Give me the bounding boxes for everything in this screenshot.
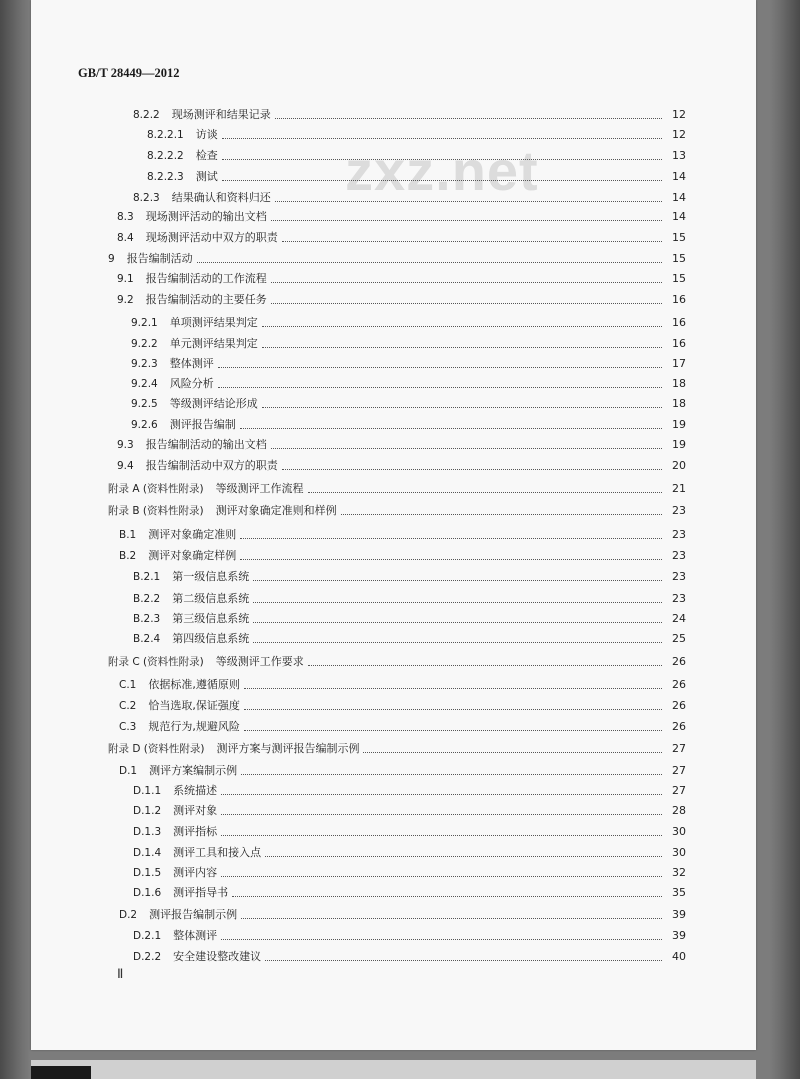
toc-leader-dots	[222, 170, 662, 181]
toc-entry-title: 第一级信息系统	[172, 570, 250, 583]
toc-entry-number: 9.2.6	[131, 419, 158, 431]
toc-entry[interactable]	[117, 455, 686, 473]
toc-entry[interactable]	[108, 478, 686, 496]
toc-entry[interactable]	[119, 545, 686, 563]
toc-entry-number: C.3	[119, 721, 137, 733]
toc-entry-page: 40	[672, 950, 686, 963]
toc-entry[interactable]	[131, 312, 686, 330]
toc-leader-dots	[222, 128, 662, 139]
toc-entry-page: 17	[672, 357, 686, 370]
toc-entry-page: 32	[672, 866, 686, 879]
toc-entry-title: 报告编制活动的主要任务	[145, 293, 267, 306]
toc-entry-title: 第四级信息系统	[172, 632, 250, 645]
toc-entry-page: 28	[672, 804, 686, 817]
toc-entry-number: 9.2.1	[131, 317, 158, 329]
toc-entry-page: 20	[672, 459, 686, 472]
toc-entry-number: 8.2.2	[133, 109, 160, 121]
toc-leader-dots	[271, 210, 662, 221]
toc-entry-title: 等级测评结论形成	[169, 397, 258, 410]
toc-entry-number: B.2.2	[133, 593, 161, 605]
toc-entry-number: D.1.2	[133, 805, 162, 817]
toc-entry-number: C.2	[119, 700, 137, 712]
toc-entry[interactable]	[117, 289, 686, 307]
toc-entry-title: 测评工具和接入点	[173, 846, 262, 859]
toc-entry-title: 测评对象确定准则	[148, 528, 237, 541]
toc-entry-page: 30	[672, 825, 686, 838]
toc-entry-page: 18	[672, 397, 686, 410]
toc-entry[interactable]	[117, 227, 686, 245]
toc-leader-dots	[240, 528, 662, 539]
toc-entry-number: D.2.1	[133, 930, 162, 942]
toc-leader-dots	[221, 929, 662, 940]
toc-entry-title: 单元测评结果判定	[169, 337, 258, 350]
toc-entry[interactable]	[133, 842, 686, 860]
toc-leader-dots	[308, 655, 662, 666]
toc-entry-number: 附录 C (资料性附录)	[108, 656, 204, 668]
toc-leader-dots	[221, 866, 662, 877]
toc-leader-dots	[363, 742, 662, 753]
toc-entry-number: B.2.3	[133, 613, 161, 625]
toc-leader-dots	[253, 592, 662, 603]
toc-entry[interactable]	[133, 925, 686, 943]
toc-leader-dots	[244, 720, 662, 731]
toc-entry-page: 23	[672, 592, 686, 605]
toc-entry[interactable]	[133, 800, 686, 818]
toc-leader-dots	[271, 438, 662, 449]
toc-entry[interactable]	[131, 373, 686, 391]
toc-entry-title: 结果确认和资料归还	[171, 191, 271, 204]
toc-entry-title: 第三级信息系统	[172, 612, 250, 625]
toc-entry-number: 8.2.2.1	[147, 129, 184, 141]
toc-entry-number: 8.2.2.3	[147, 171, 184, 183]
toc-entry-page: 26	[672, 678, 686, 691]
toc-entry-number: 9.2.3	[131, 358, 158, 370]
toc-entry[interactable]	[133, 628, 686, 646]
toc-entry-title: 测评指导书	[173, 886, 229, 899]
toc-leader-dots	[262, 397, 662, 408]
toc-entry-number: 8.3	[117, 211, 134, 223]
toc-entry-title: 系统描述	[173, 784, 218, 797]
toc-entry-page: 14	[672, 210, 686, 223]
toc-entry-page: 14	[672, 170, 686, 183]
toc-entry[interactable]	[147, 145, 686, 163]
toc-entry-page: 19	[672, 418, 686, 431]
toc-entry-page: 13	[672, 149, 686, 162]
toc-leader-dots	[308, 482, 662, 493]
toc-leader-dots	[262, 316, 662, 327]
toc-entry[interactable]	[133, 104, 686, 122]
toc-entry-number: D.1.6	[133, 887, 162, 899]
toc-entry-number: 附录 A (资料性附录)	[108, 483, 204, 495]
toc-entry-number: 9.4	[117, 460, 134, 472]
toc-entry-number: D.1.1	[133, 785, 162, 797]
toc-entry-page: 39	[672, 908, 686, 921]
toc-entry-number: C.1	[119, 679, 137, 691]
toc-entry[interactable]	[133, 946, 686, 964]
toc-leader-dots	[221, 804, 662, 815]
toc-entry-page: 18	[672, 377, 686, 390]
toc-entry-title: 依据标准,遵循原则	[148, 678, 240, 691]
toc-entry-page: 23	[672, 528, 686, 541]
toc-entry-title: 整体测评	[173, 929, 218, 942]
toc-entry-number: 9.2.2	[131, 338, 158, 350]
toc-entry-number: D.1.5	[133, 867, 162, 879]
toc-entry-number: B.2	[119, 550, 137, 562]
toc-entry-title: 单项测评结果判定	[169, 316, 258, 329]
toc-entry-page: 24	[672, 612, 686, 625]
toc-leader-dots	[221, 825, 662, 836]
toc-leader-dots	[271, 293, 662, 304]
toc-entry[interactable]	[133, 882, 686, 900]
toc-entry-number: 附录 B (资料性附录)	[108, 505, 204, 517]
toc-entry-number: B.2.1	[133, 571, 161, 583]
toc-entry-number: D.1	[119, 765, 138, 777]
toc-entry[interactable]	[108, 738, 686, 756]
toc-entry-title: 检查	[195, 149, 218, 162]
toc-entry-page: 26	[672, 720, 686, 733]
toc-entry-page: 15	[672, 231, 686, 244]
standard-number-header: GB/T 28449—2012	[78, 66, 180, 80]
toc-entry-title: 现场测评和结果记录	[171, 108, 271, 121]
watermark: zxz.net	[345, 139, 539, 202]
toc-entry[interactable]	[119, 695, 686, 713]
toc-entry-page: 16	[672, 337, 686, 350]
toc-entry-page: 27	[672, 742, 686, 755]
toc-entry-page: 23	[672, 549, 686, 562]
toc-entry-page: 35	[672, 886, 686, 899]
toc-entry-title: 测评对象确定样例	[148, 549, 237, 562]
toc-entry[interactable]	[147, 166, 686, 184]
toc-leader-dots	[241, 764, 662, 775]
toc-entry-number: D.2	[119, 909, 138, 921]
toc-leader-dots	[221, 784, 662, 795]
toc-entry-number: 9.3	[117, 439, 134, 451]
toc-entry[interactable]	[117, 434, 686, 452]
toc-entry-title: 等级测评工作流程	[215, 482, 304, 495]
toc-entry-page: 26	[672, 699, 686, 712]
toc-entry-number: 9.1	[117, 273, 134, 285]
toc-entry[interactable]	[131, 393, 686, 411]
toc-entry-title: 风险分析	[169, 377, 214, 390]
toc-entry-page: 39	[672, 929, 686, 942]
toc-entry-page: 23	[672, 570, 686, 583]
toc-entry-page: 21	[672, 482, 686, 495]
toc-entry-page: 26	[672, 655, 686, 668]
toc-entry-page: 15	[672, 252, 686, 265]
toc-entry-title: 测评内容	[173, 866, 218, 879]
toc-entry-title: 现场测评活动的输出文档	[145, 210, 267, 223]
toc-entry-title: 测评方案与测评报告编制示例	[216, 742, 360, 755]
toc-entry[interactable]	[133, 608, 686, 626]
toc-leader-dots	[253, 612, 662, 623]
toc-entry[interactable]	[133, 780, 686, 798]
toc-entry-number: 9.2.5	[131, 398, 158, 410]
toc-entry-number: 8.2.3	[133, 192, 160, 204]
toc-leader-dots	[197, 252, 662, 263]
toc-entry[interactable]	[131, 333, 686, 351]
toc-leader-dots	[218, 357, 662, 368]
toc-entry-number: 9.2.4	[131, 378, 158, 390]
toc-entry[interactable]	[131, 353, 686, 371]
toc-entry-page: 16	[672, 316, 686, 329]
toc-entry-page: 14	[672, 191, 686, 204]
toc-entry[interactable]	[133, 187, 686, 205]
toc-leader-dots	[232, 886, 662, 897]
toc-entry[interactable]	[119, 716, 686, 734]
toc-entry[interactable]	[133, 566, 686, 584]
toc-entry[interactable]	[108, 500, 686, 518]
toc-entry-title: 报告编制活动的工作流程	[145, 272, 267, 285]
toc-entry-number: B.2.4	[133, 633, 161, 645]
toc-entry-title: 规范行为,规避风险	[148, 720, 240, 733]
toc-leader-dots	[282, 231, 662, 242]
toc-leader-dots	[244, 678, 662, 689]
toc-entry-page: 23	[672, 504, 686, 517]
toc-leader-dots	[253, 632, 662, 643]
toc-entry[interactable]	[133, 821, 686, 839]
page-number-footer: Ⅱ	[117, 966, 124, 981]
toc-leader-dots	[218, 377, 662, 388]
toc-entry-page: 12	[672, 108, 686, 121]
toc-entry[interactable]	[108, 651, 686, 669]
toc-leader-dots	[262, 337, 662, 348]
toc-entry-title: 访谈	[195, 128, 218, 141]
toc-leader-dots	[341, 504, 662, 515]
toc-entry-title: 报告编制活动的输出文档	[145, 438, 267, 451]
toc-entry-title: 测评对象确定准则和样例	[215, 504, 337, 517]
toc-entry-number: D.1.3	[133, 826, 162, 838]
toc-leader-dots	[275, 191, 662, 202]
toc-entry-number: D.1.4	[133, 847, 162, 859]
toc-entry-number: 9	[108, 253, 115, 265]
toc-entry-number: D.2.2	[133, 951, 162, 963]
toc-entry-title: 测评指标	[173, 825, 218, 838]
toc-entry-title: 测评方案编制示例	[149, 764, 238, 777]
toc-entry-title: 测评报告编制示例	[149, 908, 238, 921]
toc-entry[interactable]	[119, 524, 686, 542]
toc-entry-title: 报告编制活动中双方的职责	[145, 459, 278, 472]
toc-entry-title: 等级测评工作要求	[215, 655, 304, 668]
toc-leader-dots	[222, 149, 662, 160]
toc-entry-title: 测评对象	[173, 804, 218, 817]
toc-entry-page: 19	[672, 438, 686, 451]
toc-entry-title: 安全建设整改建议	[173, 950, 262, 963]
toc-leader-dots	[240, 549, 662, 560]
toc-entry-title: 第二级信息系统	[172, 592, 250, 605]
toc-entry[interactable]	[147, 124, 686, 142]
toc-entry-page: 15	[672, 272, 686, 285]
toc-entry-number: B.1	[119, 529, 137, 541]
toc-entry-page: 16	[672, 293, 686, 306]
toc-entry[interactable]	[119, 760, 686, 778]
toc-leader-dots	[265, 950, 662, 961]
toc-entry-number: 附录 D (资料性附录)	[108, 743, 205, 755]
toc-leader-dots	[275, 108, 662, 119]
toc-leader-dots	[253, 570, 662, 581]
toc-entry[interactable]	[108, 248, 686, 266]
toc-entry-title: 整体测评	[169, 357, 214, 370]
toc-leader-dots	[240, 418, 662, 429]
toc-entry[interactable]	[117, 268, 686, 286]
toc-entry-page: 27	[672, 764, 686, 777]
toc-entry-number: 8.4	[117, 232, 134, 244]
toc-entry-title: 现场测评活动中双方的职责	[145, 231, 278, 244]
toc-entry-title: 恰当选取,保证强度	[148, 699, 240, 712]
toc-entry-number: 8.2.2.2	[147, 150, 184, 162]
toc-entry[interactable]	[119, 904, 686, 922]
toc-entry-title: 报告编制活动	[126, 252, 193, 265]
toc-entry-title: 测试	[195, 170, 218, 183]
toc-leader-dots	[282, 459, 662, 470]
toc-entry[interactable]	[119, 674, 686, 692]
toc-leader-dots	[241, 908, 662, 919]
toc-entry[interactable]	[133, 588, 686, 606]
toc-entry[interactable]	[133, 862, 686, 880]
toc-entry-page: 12	[672, 128, 686, 141]
toc-entry-title: 测评报告编制	[169, 418, 236, 431]
toc-leader-dots	[265, 846, 662, 857]
toc-entry[interactable]	[117, 206, 686, 224]
toc-entry-page: 27	[672, 784, 686, 797]
toc-entry-page: 25	[672, 632, 686, 645]
toc-leader-dots	[271, 272, 662, 283]
toc-entry-page: 30	[672, 846, 686, 859]
toc-entry-number: 9.2	[117, 294, 134, 306]
toc-leader-dots	[244, 699, 662, 710]
toc-entry[interactable]	[131, 414, 686, 432]
